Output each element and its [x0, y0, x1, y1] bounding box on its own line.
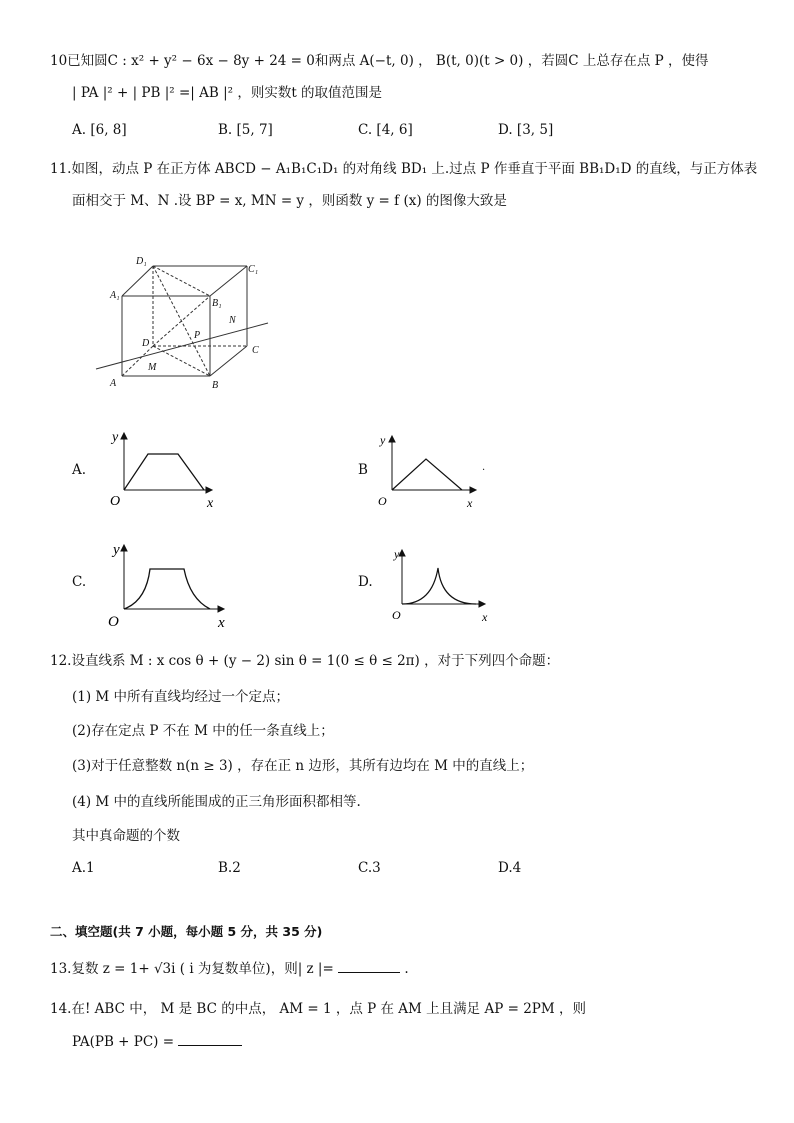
q11-line1: 11.如图，动点 P 在正方体 ABCD − A₁B₁C₁D₁ 的对角线 BD₁ 上.过点 P 作垂直于平面 BB₁D₁D 的直线，与正方体表 [50, 161, 758, 177]
graph-c-origin: O [108, 614, 119, 630]
q11-line2: 面相交于 M、N .设 BP = x, MN = y ，则函数 y = f (x) 的图像大致是 [72, 193, 507, 209]
graph-b-x-label: x [467, 496, 473, 510]
q12-option-b: B.2 [218, 860, 241, 876]
graph-b [370, 428, 490, 513]
graph-c-x-label: x [218, 615, 225, 631]
q10-option-c: C. [4, 6] [358, 122, 413, 138]
q12-item-4: (4) M 中的直线所能围成的正三角形面积都相等. [72, 794, 361, 810]
q10-option-a: A. [6, 8] [72, 122, 127, 138]
q12-item-2: (2)存在定点 P 不在 M 中的任一条直线上； [72, 723, 334, 739]
q13-answer-blank[interactable] [338, 960, 400, 973]
label-b: B [212, 380, 219, 391]
q13-text-end: . [400, 961, 409, 977]
q10-line2: | PA |² + | PB |² =| AB |² ，则实数t 的取值范围是 [72, 85, 383, 101]
label-b1: B₁ [212, 298, 222, 309]
q12-option-c: C.3 [358, 860, 381, 876]
label-a1: A₁ [110, 290, 120, 301]
label-d1: D₁ [136, 256, 147, 267]
q14-answer-blank[interactable] [178, 1033, 242, 1046]
q10-option-d: D. [3, 5] [498, 122, 554, 138]
q10-line1: 10已知圆C : x² + y² − 6x − 8y + 24 = 0和两点 A(−t, 0) ， B(t, 0)(t > 0) ，若圆C 上总存在点 P ，使得 [50, 53, 709, 69]
q14-line2 [72, 1033, 242, 1051]
q14-line1: 14.在! ABC 中， M 是 BC 的中点， AM = 1 ，点 P 在 AM 上且满足 AP = 2PM ，则 [50, 1001, 586, 1017]
q12-item-1: (1) M 中所有直线均经过一个定点； [72, 689, 290, 705]
label-p: P [194, 330, 201, 341]
q14-text: PA(PB + PC) = [72, 1034, 179, 1050]
label-n: N [229, 315, 236, 326]
section-2-title: 二、填空题(共 7 小题，每小题 5 分，共 35 分) [50, 924, 323, 939]
q12-ask: 其中真命题的个数 [72, 828, 180, 844]
graph-a-origin: O [110, 494, 121, 509]
graph-a-x-label: x [207, 496, 214, 511]
graph-d-y-label: y [394, 547, 400, 561]
graph-c-option: C. [72, 574, 87, 590]
graph-d [380, 540, 495, 625]
graph-b-y-label: y [380, 433, 386, 447]
label-c: C [252, 345, 259, 356]
label-a: A [110, 378, 117, 389]
q12-option-d: D.4 [498, 860, 522, 876]
q12-item-3: (3)对于任意整数 n(n ≥ 3) ，存在正 n 边形，其所有边均在 M 中的直线上； [72, 758, 534, 774]
graph-c [100, 535, 235, 635]
graph-d-x-label: x [482, 610, 488, 624]
graph-d-origin: O [392, 608, 401, 622]
q10-option-b: B. [5, 7] [218, 122, 273, 138]
graph-c-y-label: y [113, 542, 120, 558]
stray-dot: . [482, 462, 486, 473]
q13-line [50, 960, 409, 978]
label-m: M [148, 362, 157, 373]
label-c1: C₁ [248, 264, 259, 275]
graph-a [100, 425, 225, 515]
cube-figure [88, 250, 288, 395]
graph-a-y-label: y [112, 430, 119, 445]
graph-d-option: D. [358, 574, 373, 590]
graph-b-option: B [358, 462, 368, 478]
graph-b-origin: O [378, 494, 387, 508]
graph-a-option: A. [72, 462, 87, 478]
q12-line1: 12.设直线系 M : x cos θ + (y − 2) sin θ = 1(0 ≤ θ ≤ 2π) ，对于下列四个命题： [50, 653, 560, 669]
label-d: D [142, 338, 150, 349]
q12-option-a: A.1 [72, 860, 95, 876]
q13-text: 13.复数 z = 1+ √3i ( i 为复数单位)，则| z |= [50, 961, 339, 977]
